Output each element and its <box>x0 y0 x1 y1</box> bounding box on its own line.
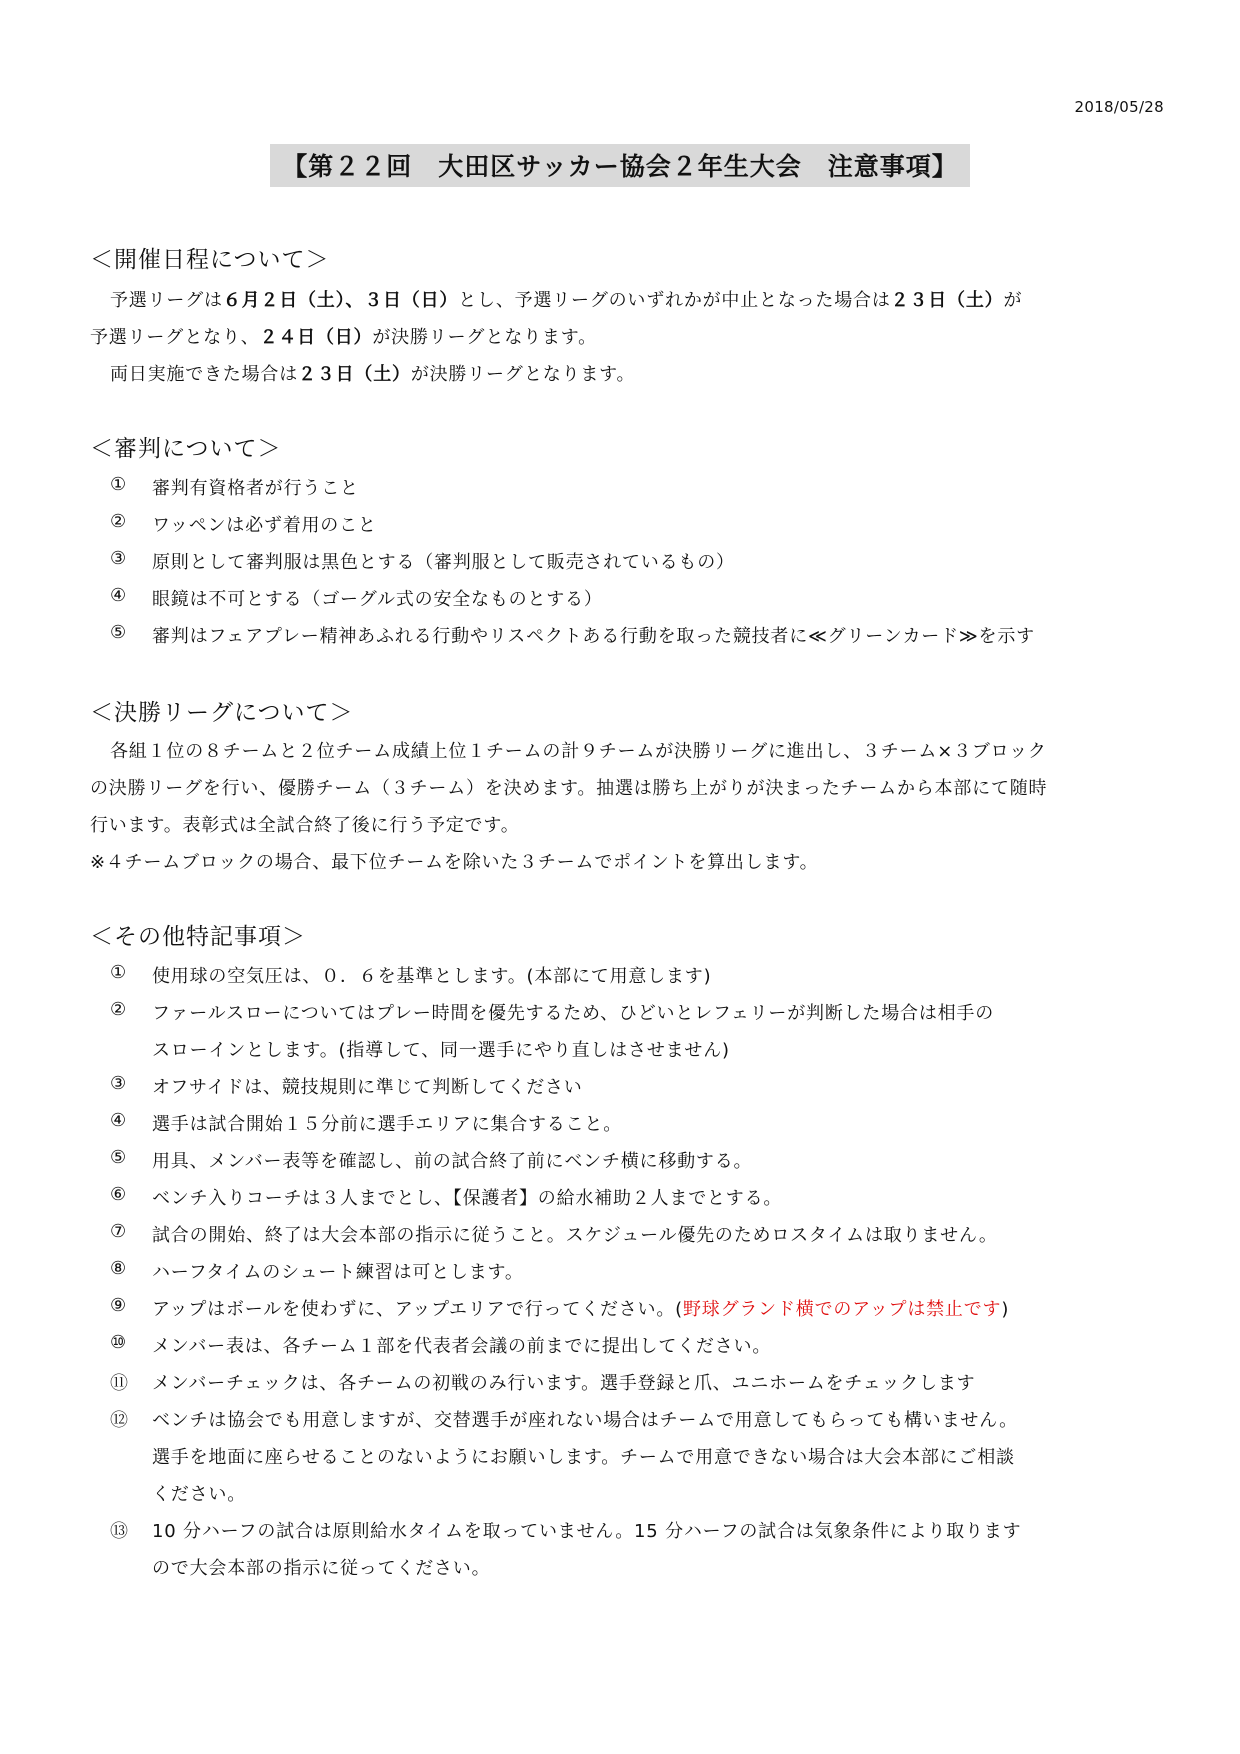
referee-heading: ＜審判について＞ <box>90 436 282 462</box>
warning-text: 野球グランド横でのアップは禁止です <box>682 1299 1002 1320</box>
note-number: ⑪ <box>110 1373 128 1394</box>
note-text: 選手は試合開始１５分前に選手エリアに集合すること。 <box>152 1114 622 1135</box>
final-note: ※４チームブロックの場合、最下位チームを除いた３チームでポイントを算出します。 <box>90 852 819 873</box>
note-text-continued: 選手を地面に座らせることのないようにお願いします。チームで用意できない場合は大会本部にご相談 <box>152 1447 1015 1468</box>
referee-item-number: ① <box>110 474 127 495</box>
note-text: オフサイドは、競技規則に準じて判断してください <box>152 1077 583 1098</box>
referee-item-number: ⑤ <box>110 622 127 643</box>
referee-item-number: ② <box>110 511 127 532</box>
note-text: アップはボールを使わずに、アップエリアで行ってください。(野球グランド横でのアップは禁止です) <box>152 1299 1010 1320</box>
schedule-line-2: 予選リーグとなり、２４日（日）が決勝リーグとなります。 <box>90 327 597 348</box>
referee-item-text: 原則として審判服は黒色とする（審判服として販売されているもの） <box>152 552 735 573</box>
note-text: メンバーチェックは、各チームの初戦のみ行います。選手登録と爪、ユニホームをチェックします <box>152 1373 976 1394</box>
referee-item-text: 審判有資格者が行うこと <box>152 478 359 499</box>
note-number: ⑤ <box>110 1147 127 1168</box>
note-number: ④ <box>110 1110 127 1131</box>
final-league-heading: ＜決勝リーグについて＞ <box>90 700 354 726</box>
referee-item-number: ③ <box>110 548 127 569</box>
note-number: ⑩ <box>110 1332 127 1353</box>
note-number: ⑧ <box>110 1258 127 1279</box>
referee-item-text: ワッペンは必ず着用のこと <box>152 515 377 536</box>
note-text: 使用球の空気圧は、０．６を基準とします。(本部にて用意します) <box>152 966 712 987</box>
schedule-line-1: 予選リーグは６月２日（土）、３日（日）とし、予選リーグのいずれかが中止となった場合は２３日（土）が <box>110 290 1023 311</box>
note-text: 10 分ハーフの試合は原則給水タイムを取っていません。15 分ハーフの試合は気象条件により取ります <box>152 1521 1022 1542</box>
referee-item-text: 審判はフェアプレー精神あふれる行動やリスペクトある行動を取った競技者に≪グリーンカード≫を示す <box>152 626 1035 647</box>
document-date: 2018/05/28 <box>1074 98 1164 116</box>
note-text: ファールスローについてはプレー時間を優先するため、ひどいとレフェリーが判断した場合は相手の <box>152 1003 995 1024</box>
note-text: ハーフタイムのシュート練習は可とします。 <box>152 1262 524 1283</box>
schedule-heading: ＜開催日程について＞ <box>90 247 330 273</box>
note-text: 用具、メンバー表等を確認し、前の試合終了前にベンチ横に移動する。 <box>152 1151 753 1172</box>
referee-item-text: 眼鏡は不可とする（ゴーグル式の安全なものとする） <box>152 589 603 610</box>
note-text: ベンチ入りコーチは３人までとし、【保護者】の給水補助２人までとする。 <box>152 1188 783 1209</box>
note-text: ベンチは協会でも用意しますが、交替選手が座れない場合はチームで用意してもらっても構いません。 <box>152 1410 1018 1431</box>
schedule-line-3: 両日実施できた場合は２３日（土）が決勝リーグとなります。 <box>110 364 636 385</box>
document-title: 【第２２回 大田区サッカー協会２年生大会 注意事項】 <box>270 144 970 187</box>
note-number: ① <box>110 962 127 983</box>
note-number: ⑥ <box>110 1184 127 1205</box>
note-number: ② <box>110 999 127 1020</box>
referee-item-number: ④ <box>110 585 127 606</box>
other-notes-heading: ＜その他特記事項＞ <box>90 924 306 950</box>
final-line-1: 各組１位の８チームと２位チーム成績上位１チームの計９チームが決勝リーグに進出し、３チーム×３ブロック <box>110 741 1047 762</box>
note-text-continued: ください。 <box>152 1484 246 1505</box>
final-line-2: の決勝リーグを行い、優勝チーム（３チーム）を決めます。抽選は勝ち上がりが決まったチームから本部にて随時 <box>90 778 1048 799</box>
note-number: ⑫ <box>110 1410 128 1431</box>
note-text-continued: ので大会本部の指示に従ってください。 <box>152 1558 491 1579</box>
note-number: ⑨ <box>110 1295 127 1316</box>
note-text: 試合の開始、終了は大会本部の指示に従うこと。スケジュール優先のためロスタイムは取りません。 <box>152 1225 998 1246</box>
final-line-3: 行います。表彰式は全試合終了後に行う予定です。 <box>90 815 520 836</box>
note-text-continued: スローインとします。(指導して、同一選手にやり直しはさせません) <box>152 1040 730 1061</box>
note-text: メンバー表は、各チーム１部を代表者会議の前までに提出してください。 <box>152 1336 772 1357</box>
note-number: ③ <box>110 1073 127 1094</box>
note-number: ⑦ <box>110 1221 127 1242</box>
note-number: ⑬ <box>110 1521 128 1542</box>
